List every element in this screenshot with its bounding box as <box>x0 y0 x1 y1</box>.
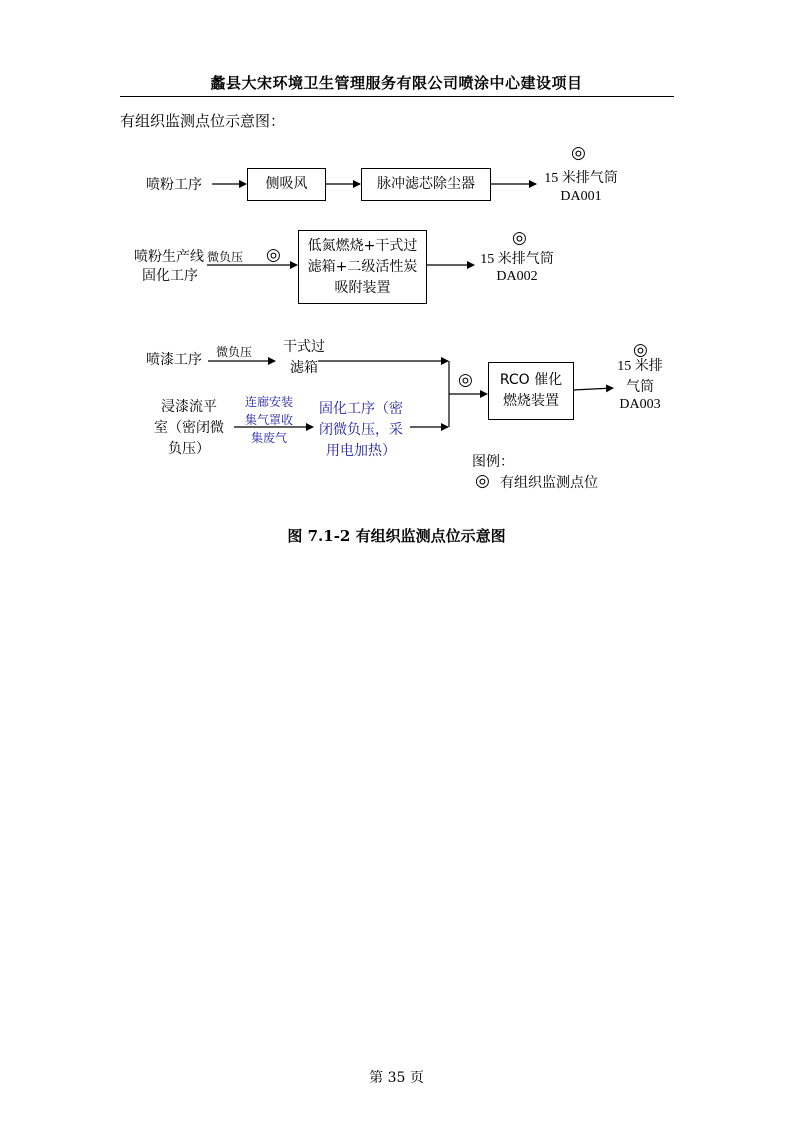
arrow-row3-rco-to-stack <box>573 388 613 390</box>
row3-source1: 喷漆工序 <box>146 352 202 368</box>
row3-collect-line2: 集气罩收 <box>244 413 293 427</box>
row3-rco-line1: RCO 催化 <box>499 372 563 388</box>
row3-box-rco <box>488 362 574 420</box>
row3-stack-monitor-icon: ◎ <box>633 340 648 360</box>
row2-monitor-point-icon: ◎ <box>266 245 281 265</box>
row1-box-pulse-filter <box>361 168 491 201</box>
row2-stack-id: DA002 <box>496 269 538 284</box>
intro-text: 有组织监测点位示意图： <box>120 112 286 130</box>
row3-source2-line2: 室（密闭微 <box>154 420 224 436</box>
row3-pressure-label: 微负压 <box>216 345 253 359</box>
row3-stack-line1: 15 米排 <box>617 359 663 374</box>
row2-stack-name: 15 米排气筒 <box>480 252 554 267</box>
row1-monitor-point-icon: ◎ <box>571 143 586 163</box>
row3-cure-line2: 闭微负压，采 <box>319 422 403 438</box>
row3-stack-line2: 气筒 <box>626 380 654 395</box>
row2-pressure-label: 微负压 <box>207 250 244 264</box>
row3-cure-line3: 用电加热） <box>326 443 396 459</box>
row3-source2-line1: 浸漆流平 <box>161 399 217 415</box>
legend-monitor-point-icon: ◎ <box>475 471 490 491</box>
legend-title: 图例： <box>472 454 514 470</box>
row1-stack-id: DA001 <box>560 189 602 204</box>
row2-box-line3: 吸附装置 <box>334 279 391 296</box>
row1-source: 喷粉工序 <box>146 177 202 193</box>
row3-cure-line1: 固化工序（密 <box>319 401 403 417</box>
row2-box-line1: 低氮燃烧+干式过 <box>307 237 418 254</box>
row3-monitor-point-icon: ◎ <box>458 370 473 390</box>
row3-filter-line1: 干式过 <box>283 339 325 355</box>
row1-stack-name: 15 米排气筒 <box>544 171 618 186</box>
row2-source-line1: 喷粉生产线 <box>134 249 204 265</box>
figure-caption: 图 7.1-2 有组织监测点位示意图 <box>287 527 506 545</box>
page-header-title: 蠡县大宋环境卫生管理服务有限公司喷涂中心建设项目 <box>210 74 583 92</box>
row2-stack-monitor-icon: ◎ <box>512 228 527 248</box>
row1-box1-label: 侧吸风 <box>265 176 308 192</box>
row2-box-line2: 滤箱+二级活性炭 <box>307 258 418 275</box>
row3-stack-line3: DA003 <box>619 397 661 412</box>
row3-rco-line2: 燃烧装置 <box>503 393 559 409</box>
row3-source2-line3: 负压） <box>168 441 210 457</box>
row2-source-line2: 固化工序 <box>142 268 198 284</box>
page-number: 第 35 页 <box>369 1070 424 1086</box>
row3-collect-line3: 集废气 <box>250 431 287 445</box>
row3-filter-line2: 滤箱 <box>290 360 318 376</box>
row2-box-treatment <box>298 230 427 304</box>
row1-box-side-suction <box>247 168 326 201</box>
row1-box2-label: 脉冲滤芯除尘器 <box>377 176 475 192</box>
legend-label: 有组织监测点位 <box>500 475 598 491</box>
row3-collect-line1: 连廊安装 <box>244 395 293 409</box>
